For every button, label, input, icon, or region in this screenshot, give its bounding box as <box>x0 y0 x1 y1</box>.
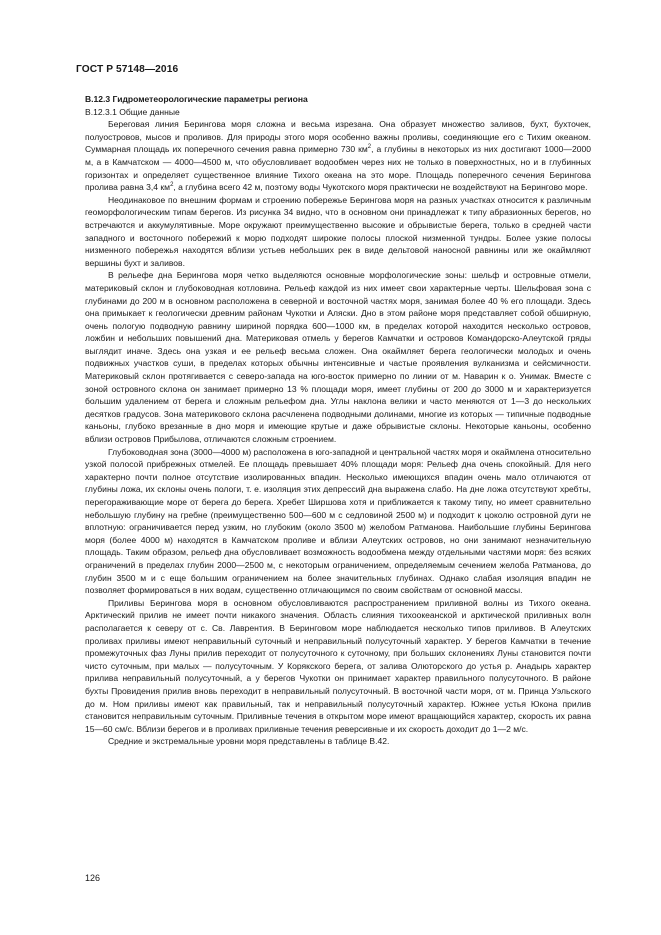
paragraph: Средние и экстремальные уровни моря представлены в таблице В.42. <box>108 736 390 747</box>
page-number: 126 <box>85 873 101 883</box>
paragraph <box>85 118 591 194</box>
paragraph: Неодинаковое по внешним формам и строению побережье Берингова моря на разных участках относится к различным геоморфологическим типам берегов. Из рисунка 34 видно, что в основном они принадлежат к типу абразионных берегов, но встречаются и аккумулятивные. Море окружают преимущественно высокие и обрывистые берега, только в средней части западного и восточного побережий к морю подходят широкие полосы плоской низменной тундры. Более узкие полосы низменного побережья находятся вблизи устьев небольших рек в виде дельтовой наносной равнины или же окаймляют вершины бухт и заливов. <box>85 194 591 268</box>
superscript: 2 <box>367 144 372 151</box>
paragraph-text: Береговая линия Берингова моря сложна и весьма изрезана. Она образует множество заливов, бухт, бухточек, полуостровов, мысов и проливов. Для природы этого моря особенно важны проливы, соединяющие его с Тихим океаном. Суммарная площадь их поперечного сечения равна примерно 730 км <box>85 119 591 155</box>
paragraph-text: , а глубины в некоторых из них достигают 1000—2000 м, а в Камчатском — 4000—4500 м, что обусловливает водообмен через них не только в поверхностных, но и в глубинных горизонтах и определяет существенное влияние Тихого океана на это море. Площадь поперечного сечения Берингова пролива равна 3,4 км <box>85 144 591 193</box>
paragraph: Глубоководная зона (3000—4000 м) расположена в юго-западной и центральной частях моря и окаймлена относительно узкой полосой прибрежных отмелей. Ее площадь превышает 40% площади моря: Рельеф дна очень спокойный. Для него характерно почти полное отсутствие изолированных впадин. Несколько имеющихся впадин очень мало отличаются от глубины ложа, их склоны очень пологи, т. е. изоляция этих депрессий дна выражена слабо. На дне ложа отсутствуют хребты, перегораживающие море от берега до берега. Хребет Ширшова хотя и приближается к такому типу, но имеет сравнительно небольшую глубину на гребне (преимущественно 500—600 м с седловиной 2500 м) и подходит к цоколю островной дуги не вплотную: ограничивается перед узким, но глубоким (около 3500 м) желобом Ратманова. Наибольшие глубины Берингова моря (более 4000 м) находятся в Камчатском проливе и вблизи Алеутских островов, но они занимают незначительную площадь. Таким образом, рельеф дна обусловливает возможность водообмена между отдельными частями моря: без всяких ограничений в пределах глубин 2000—2500 м, с некоторым ограничением, определяемым сечением желоба Ратманова, до глубин 3500 м и с еще большим ограничением на более значительных глубинах. Однако слабая изоляция впадин не позволяет формироваться в них водам, существенно отличающимся по своим свойствам от основной массы. <box>85 446 591 596</box>
section-title: В.12.3 Гидрометеорологические параметры региона <box>85 94 308 104</box>
superscript: 2 <box>170 182 174 189</box>
document-header: ГОСТ Р 57148—2016 <box>76 64 179 75</box>
subsection-title: В.12.3.1 Общие данные <box>85 106 180 117</box>
paragraph: В рельефе дна Берингова моря четко выделяются основные морфологические зоны: шельф и островные отмели, материковый склон и глубоководная котловина. Рельеф каждой из них имеет свои характерные черты. Шельфовая зона с глубинами до 200 м в основном расположена в северной и восточной частях моря, занимая более 40 % его площади. Здесь она примыкает к геологически древним районам Чукотки и Аляски. Дно в этом районе моря представляет собой обширную, очень пологую подводную равнину шириной порядка 600—1000 км, в пределах которой находится несколько островов, ложбин и небольших повышений дна. Материковая отмель у берегов Камчатки и островов Командорско-Алеутской гряды выглядит иначе. Здесь она узкая и ее рельеф весьма сложен. Она окаймляет берега геологически молодых и очень подвижных участков суши, в пределах которых обычны интенсивные и частые проявления вулканизма и сейсмичности. Материковый склон протягивается с северо-запада на юго-восток примерно по линии от м. Наварин к о. Унимак. Вместе с зоной островного склона он занимает примерно 13 % площади моря, имеет глубины от 200 до 3000 м и характеризуется большим удалением от берега и сложным рельефом дна. Углы наклона велики и часто меняются от 1—3 до нескольких десятков градусов. Зона материкового склона расчленена подводными долинами, многие из которых — типичные подводные каньоны, глубоко врезанные в дно моря и имеющие крутые и даже обрывистые склоны. Некоторые каньоны, особенно вблизи островов Прибылова, отличаются сложным строением. <box>85 270 591 445</box>
document-body <box>85 93 591 748</box>
paragraph: Приливы Берингова моря в основном обусловливаются распространением приливной волны из Тихого океана. Арктический прилив не имеет почти никакого значения. Область слияния тихоокеанской и арктической приливных волн располагается к северу от с. Св. Лаврентия. В Беринговом море наблюдается несколько типов приливов. В Алеутских проливах приливы имеют неправильный суточный и неправильный полусуточный характер. У берегов Камчатки в течение промежуточных фаз Луны прилив переходит от полусуточного к суточному, при больших склонениях Луны становится почти чисто суточным, при малых — полусуточным. У Корякского берега, от залива Олюторского до устья р. Анадырь характер прилива неправильный полусуточный, а у берегов Чукотки он принимает характер правильного полусуточного. В районе бухты Провидения прилив вновь переходит в неправильный полусуточный. В восточной части моря, от м. Принца Уэльского до м. Ном приливы имеют как правильный, так и неправильный полусуточный характер. Южнее устья Юкона прилив становится неправильным суточным. Приливные течения в открытом море имеют вращающийся характер, скорость их равна 15—60 см/с. Вблизи берегов и в проливах приливные течения реверсивные и их скорость доходит до 1—2 м/с. <box>85 597 591 734</box>
paragraph-text: , а глубина всего 42 м, поэтому воды Чукотского моря практически не воздействуют на Берингово море. <box>173 182 588 193</box>
